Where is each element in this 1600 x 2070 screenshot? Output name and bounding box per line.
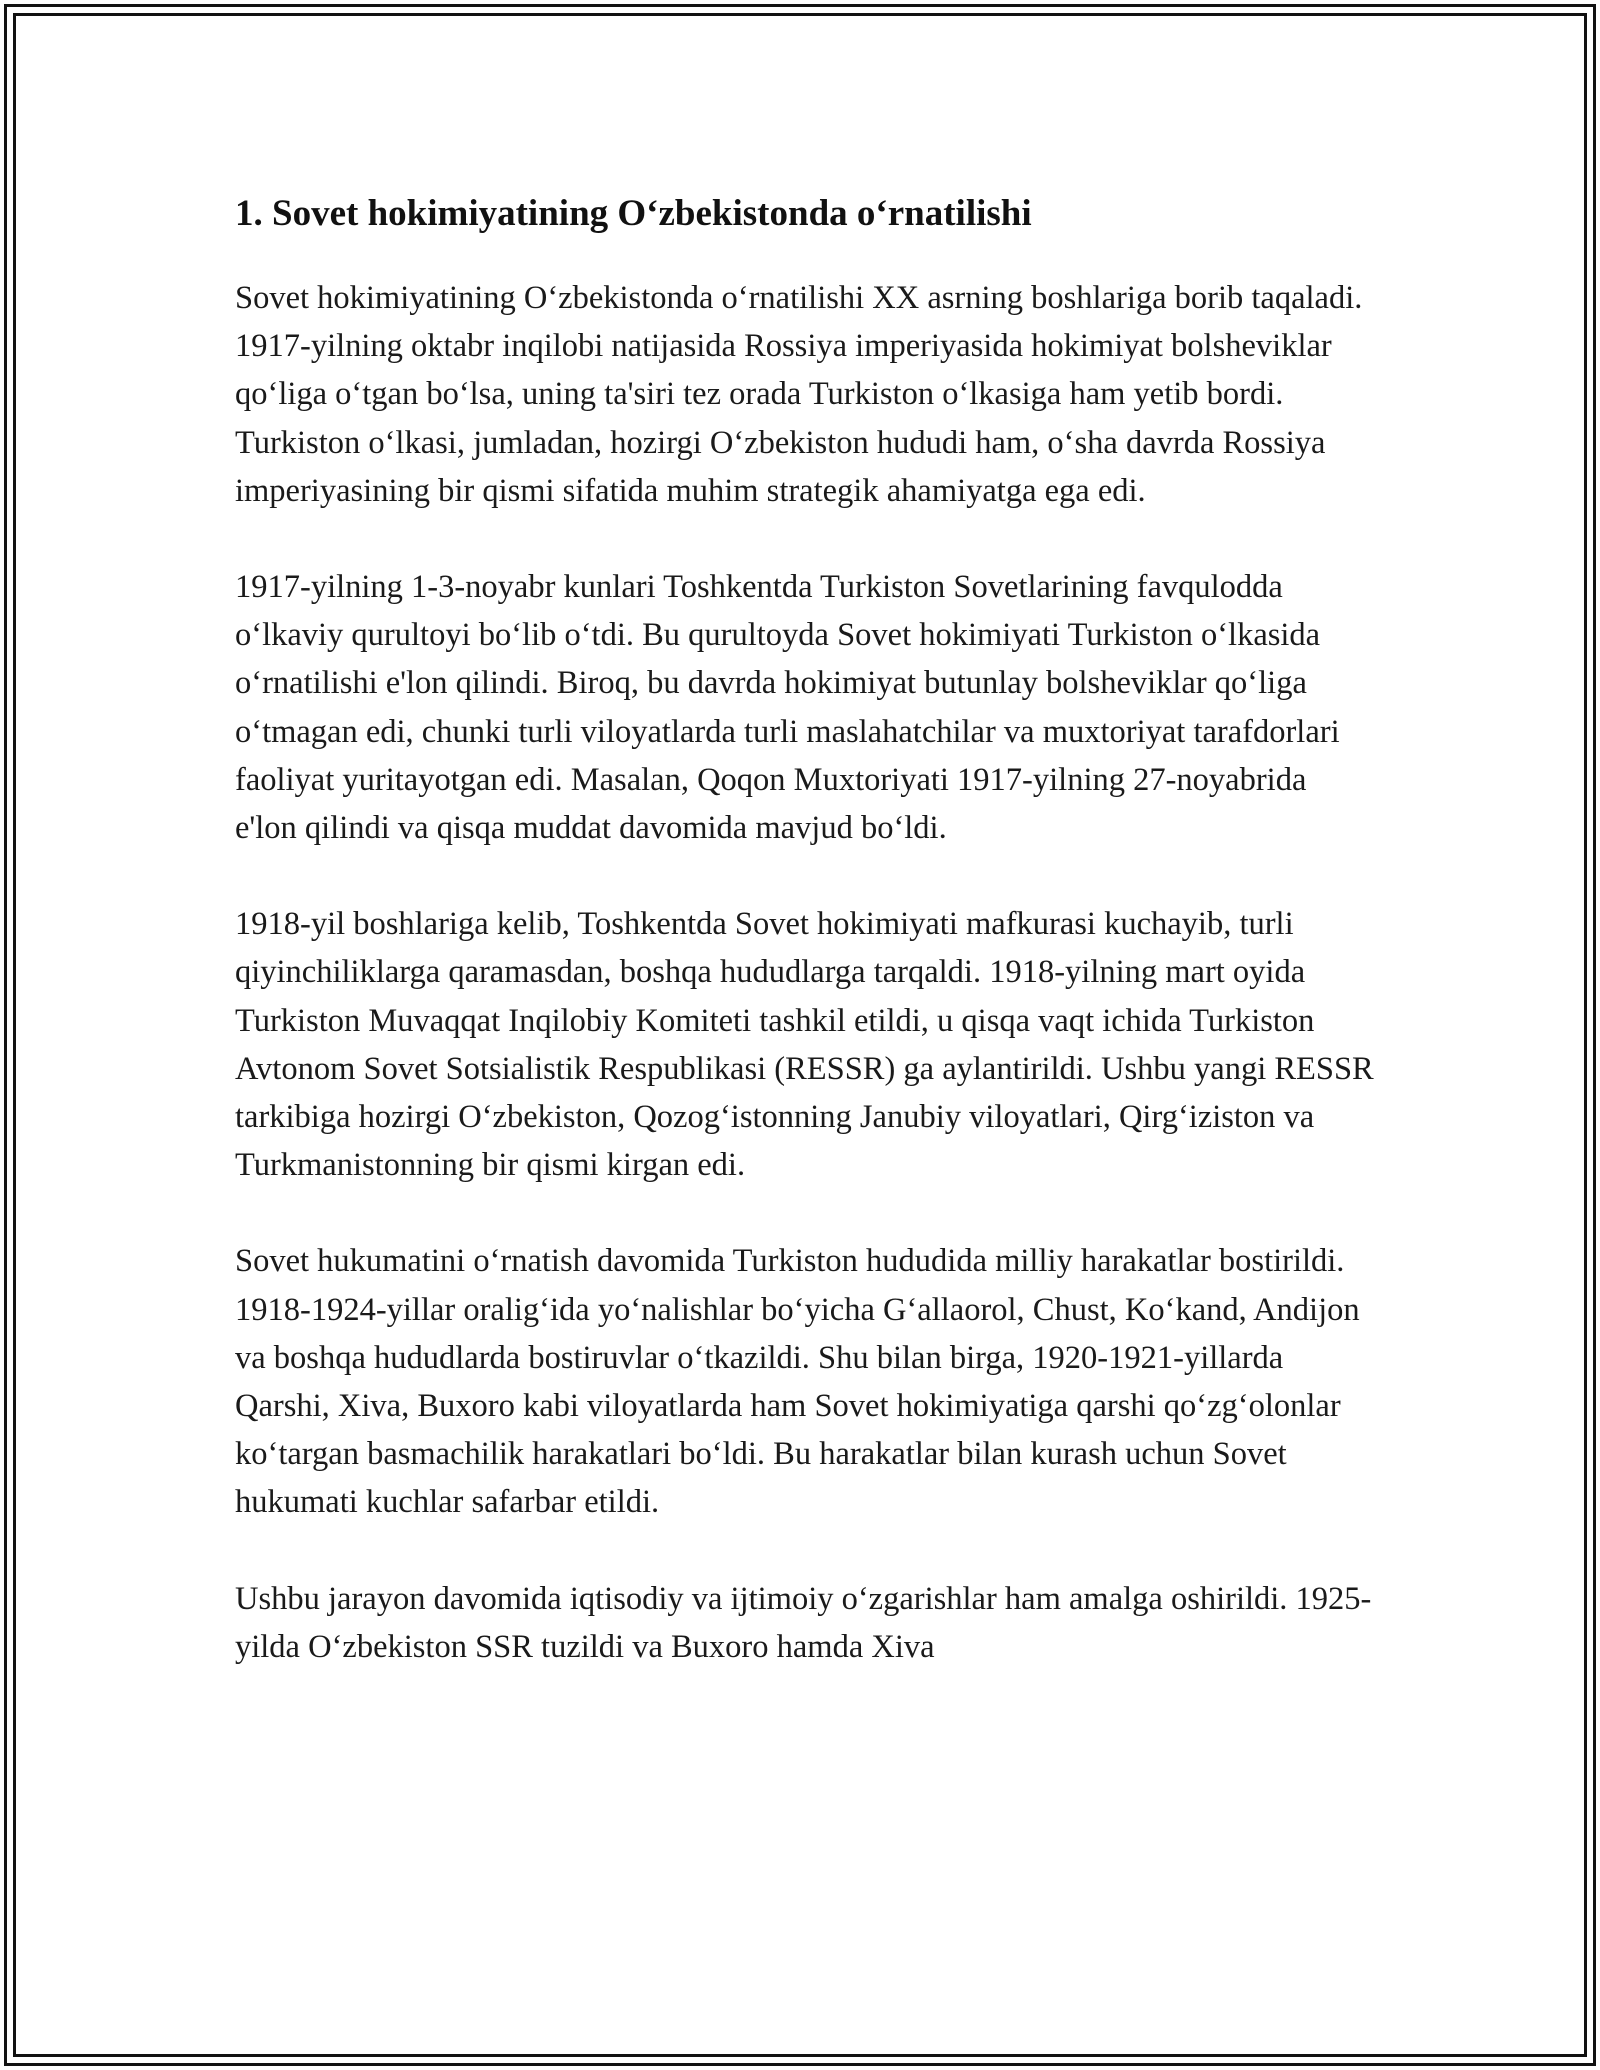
paragraph: Sovet hukumatini o‘rnatish davomida Turkiston hududida milliy harakatlar bostirildi. 1918-1924-yillar oralig‘ida yo‘nalishlar bo‘yicha G‘allaorol, Chust, Ko‘kand, Andijon va boshqa hududlarda bostiruvlar o‘tkazildi. Shu bilan birga, 1920-1921-yillarda Qarshi, Xiva, Buxoro kabi viloyatlarda ham Sovet hokimiyatiga qarshi qo‘zg‘olonlar ko‘targan basmachilik harakatlari bo‘ldi. Bu harakatlar bilan kurash uchun Sovet hukumati kuchlar safarbar etildi.	[235, 1243, 1360, 1521]
document-body	[235, 186, 1375, 1719]
section-heading: 1. Sovet hokimiyatining O‘zbekistonda o‘rnatilishi	[235, 193, 1032, 234]
paragraph: Ushbu jarayon davomida iqtisodiy va ijtimoiy o‘zgarishlar ham amalga oshirildi. 1925-yilda O‘zbekiston SSR tuzildi va Buxoro hamda Xiva	[235, 1580, 1372, 1665]
paragraph: 1918-yil boshlariga kelib, Toshkentda Sovet hokimiyati mafkurasi kuchayib, turli qiyinchiliklarga qaramasdan, boshqa hududlarga tarqaldi. 1918-yilning mart oyida Turkiston Muvaqqat Inqilobiy Komiteti tashkil etildi, u qisqa vaqt ichida Turkiston Avtonom Sovet Sotsialistik Respublikasi (RESSR) ga aylantirildi. Ushbu yangi RESSR tarkibiga hozirgi O‘zbekiston, Qozog‘istonning Janubiy viloyatlari, Qirg‘iziston va Turkmanistonning bir qismi kirgan edi.	[235, 906, 1374, 1184]
paragraph: 1917-yilning 1-3-noyabr kunlari Toshkentda Turkiston Sovetlarining favqulodda o‘lkaviy qurultoyi bo‘lib o‘tdi. Bu qurultoyda Sovet hokimiyati Turkiston o‘lkasida o‘rnatilishi e'lon qilindi. Biroq, bu davrda hokimiyat butunlay bolsheviklar qo‘liga o‘tmagan edi, chunki turli viloyatlarda turli maslahatchilar va muxtoriyat tarafdorlari faoliyat yuritayotgan edi. Masalan, Qoqon Muxtoriyati 1917-yilning 27-noyabrida e'lon qilindi va qisqa muddat davomida mavjud bo‘ldi.	[235, 569, 1340, 847]
paragraph: Sovet hokimiyatining O‘zbekistonda o‘rnatilishi XX asrning boshlariga borib taqaladi. 1917-yilning oktabr inqilobi natijasida Rossiya imperiyasida hokimiyat bolsheviklar qo‘liga o‘tgan bo‘lsa, uning ta'siri tez orada Turkiston o‘lkasiga ham yetib bordi. Turkiston o‘lkasi, jumladan, hozirgi O‘zbekiston hududi ham, o‘sha davrda Rossiya imperiyasining bir qismi sifatida muhim strategik ahamiyatga ega edi.	[235, 280, 1363, 509]
